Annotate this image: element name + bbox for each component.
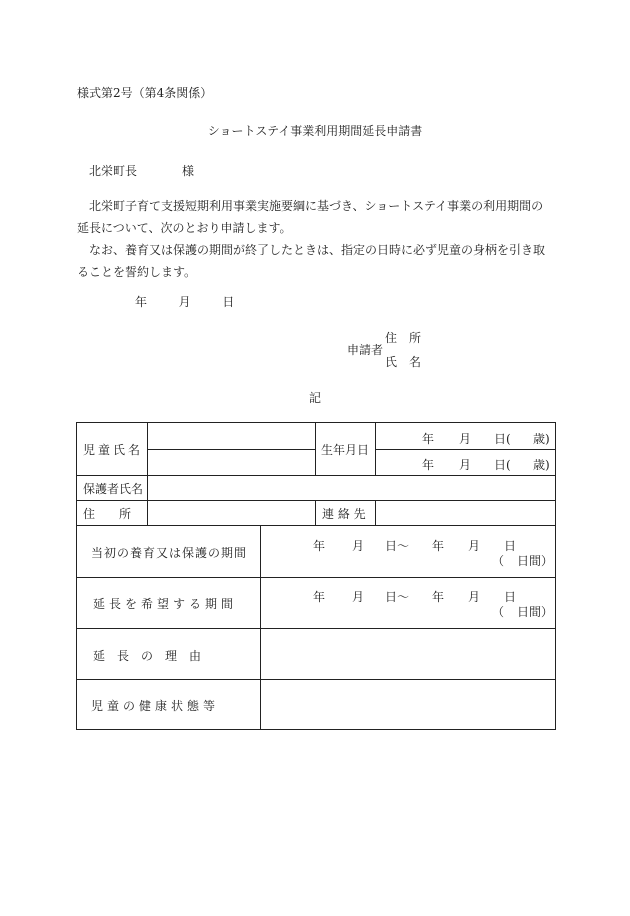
requested-days: 日間） xyxy=(517,605,554,619)
child-name-field-1[interactable] xyxy=(148,424,314,448)
contact-field[interactable] xyxy=(376,501,556,525)
reason-label: 延 長 の 理 由 xyxy=(93,649,202,663)
address-label: 住 所 xyxy=(83,507,132,521)
birth2-day: 日( xyxy=(494,458,511,472)
initial-period-field[interactable] xyxy=(261,526,556,577)
requested-period-label: 延長を希望する期間 xyxy=(93,597,238,611)
application-form-table xyxy=(76,422,556,730)
divider xyxy=(315,500,316,525)
child-name-label: 児童氏名 xyxy=(83,443,144,457)
birth2-month: 月 xyxy=(459,458,472,472)
document-title: ショートステイ事業利用期間延長申請書 xyxy=(207,124,423,138)
guardian-name-label: 保護者氏名 xyxy=(83,482,144,496)
requested-y1: 年 xyxy=(313,590,326,604)
health-field[interactable] xyxy=(261,680,556,730)
birth2-age: 歳) xyxy=(533,458,550,472)
initial-y1: 年 xyxy=(313,539,326,553)
requested-paren: （ xyxy=(492,605,505,619)
requested-m2: 月 xyxy=(468,590,481,604)
pledge-paragraph: なお、養育又は保護の期間が終了したときは、指定の日時に必ず児童の身柄を引き取ることを誓約します。 xyxy=(77,243,546,279)
form-number: 様式第2号（第4条関係） xyxy=(77,86,213,100)
birthdate-field-2[interactable] xyxy=(376,450,556,474)
requested-y2: 年 xyxy=(432,590,445,604)
birth1-year: 年 xyxy=(422,432,435,446)
addressee: 北栄町長 xyxy=(89,164,138,178)
date-month: 月 xyxy=(178,295,191,309)
applicant-address-label: 住 所 xyxy=(385,331,422,345)
birth1-month: 月 xyxy=(459,432,472,446)
initial-y2: 年 xyxy=(432,539,445,553)
initial-days: 日間） xyxy=(517,554,554,568)
birth1-day: 日( xyxy=(494,432,511,446)
initial-d1: 日〜 xyxy=(385,539,410,553)
application-date xyxy=(135,293,234,310)
birthdate-label: 生年月日 xyxy=(321,443,370,457)
requested-period-field[interactable] xyxy=(261,578,556,628)
child-name-field-2[interactable] xyxy=(148,450,314,474)
birth1-age: 歳) xyxy=(533,432,550,446)
applicant-name-label: 氏 名 xyxy=(385,355,422,369)
contact-label: 連 絡 先 xyxy=(322,507,366,521)
reason-field[interactable] xyxy=(261,629,556,679)
guardian-name-field[interactable] xyxy=(148,476,556,500)
divider xyxy=(315,423,316,475)
initial-m2: 月 xyxy=(468,539,481,553)
health-label: 児童の健康状態等 xyxy=(91,699,220,713)
ki-heading: 記 xyxy=(308,391,321,405)
requested-m1: 月 xyxy=(352,590,365,604)
birth2-year: 年 xyxy=(422,458,435,472)
initial-d2: 日 xyxy=(504,539,517,553)
honorific: 様 xyxy=(182,164,195,178)
applicant-label: 申請者 xyxy=(347,343,384,357)
initial-paren: （ xyxy=(492,554,505,568)
request-paragraph: 北栄町子育て支援短期利用事業実施要綱に基づき、ショートステイ事業の利用期間の延長について、次のとおり申請します。 xyxy=(77,199,544,235)
birthdate-field-1[interactable] xyxy=(376,424,556,448)
initial-m1: 月 xyxy=(352,539,365,553)
date-day: 日 xyxy=(222,295,235,309)
initial-period-label: 当初の養育又は保護の期間 xyxy=(91,546,248,560)
address-field[interactable] xyxy=(148,501,314,525)
date-year: 年 xyxy=(135,295,148,309)
requested-d2: 日 xyxy=(504,590,517,604)
requested-d1: 日〜 xyxy=(385,590,410,604)
